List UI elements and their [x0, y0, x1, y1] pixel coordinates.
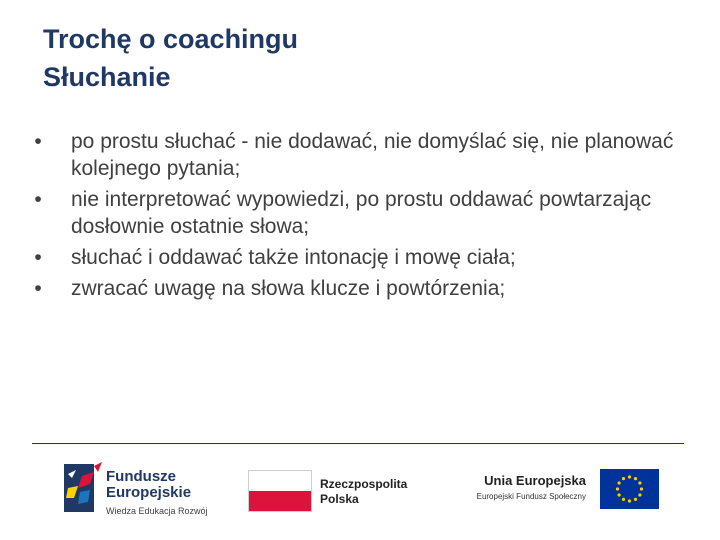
bullet-item [28, 275, 688, 302]
fundusze-europejskie-text [106, 469, 208, 518]
fundusze-europejskie-logo-icon [64, 462, 102, 514]
bullet-item [28, 244, 688, 271]
eu-flag-icon [600, 469, 659, 509]
bullet-item [28, 186, 688, 240]
unia-europejska-text [460, 472, 586, 504]
fe-line-3: Wiedza Edukacja Rozwój [106, 506, 208, 516]
footer-divider [32, 443, 684, 444]
eu-line-1: Unia Europejska [484, 473, 586, 488]
rzeczpospolita-polska-text [320, 477, 407, 507]
bullet-text: zwracać uwagę na słowa klucze i powtórzenia; [71, 277, 506, 300]
slide-title [43, 20, 298, 96]
bullet-marker: • [34, 130, 42, 153]
title-line-1: Trochę o coachingu [43, 24, 299, 54]
polish-flag-icon [248, 470, 312, 512]
bullet-marker: • [34, 246, 42, 269]
pl-line-1: Rzeczpospolita [320, 477, 408, 491]
fe-line-2: Europejskie [106, 484, 192, 501]
bullet-text: nie interpretować wypowiedzi, po prostu oddawać powtarzając dosłownie ostatnie słowa; [71, 188, 652, 238]
bullet-text: po prostu słuchać - nie dodawać, nie domyślać się, nie planować kolejnego pytania; [71, 130, 674, 180]
title-line-2: Słuchanie [43, 62, 171, 92]
bullet-marker: • [34, 277, 42, 300]
bullet-item [28, 128, 688, 182]
fe-line-1: Fundusze [106, 468, 176, 485]
bullet-list [28, 128, 688, 306]
bullet-text: słuchać i oddawać także intonację i mowę ciała; [71, 246, 516, 269]
pl-line-2: Polska [320, 492, 359, 506]
eu-line-2: Europejski Fundusz Społeczny [476, 492, 586, 501]
bullet-marker: • [34, 188, 42, 211]
